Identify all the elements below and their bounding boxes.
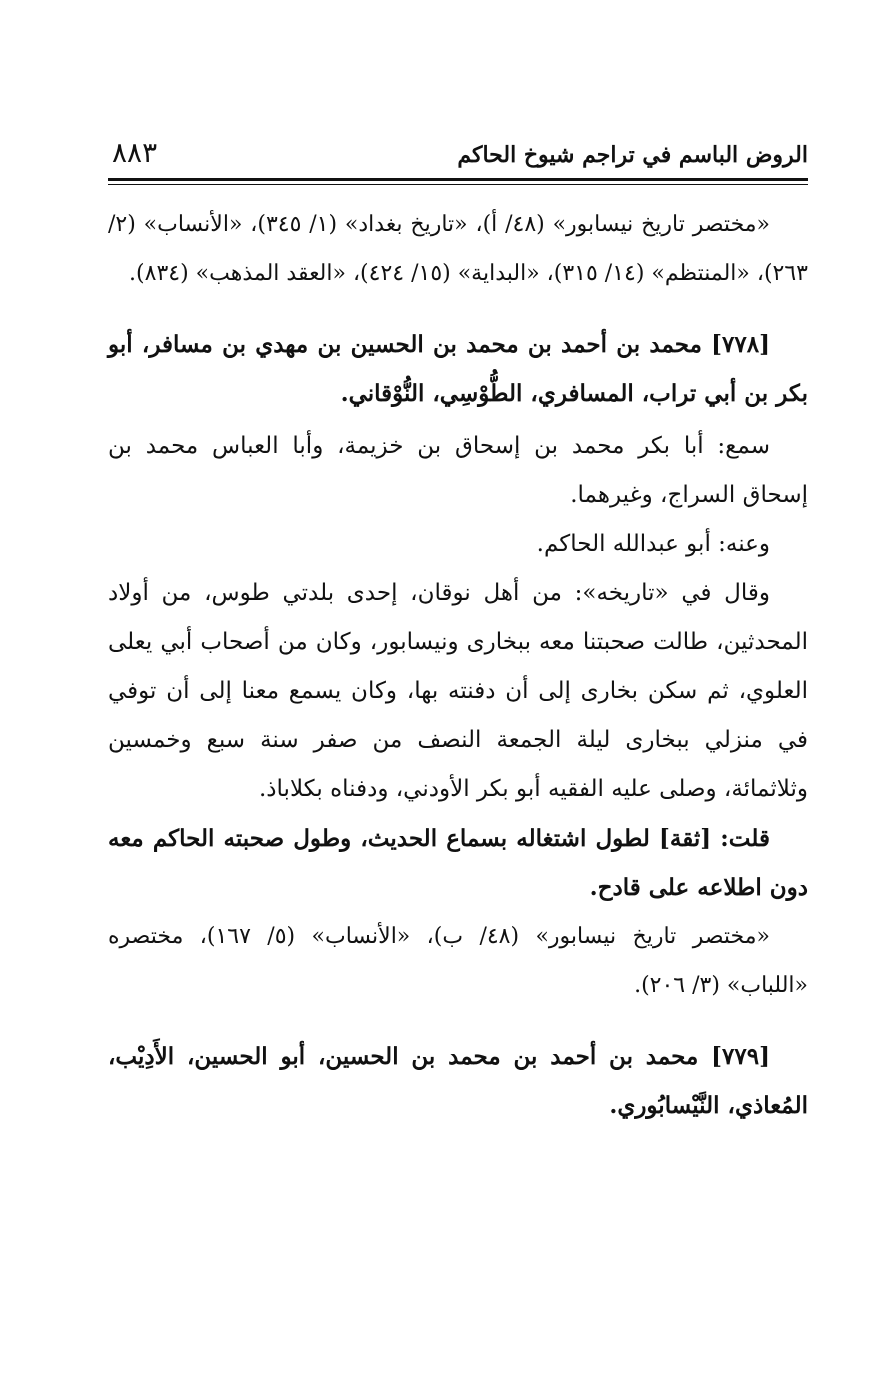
entry-778-sources: «مختصر تاريخ نيسابور» (٤٨/ ب)، «الأنساب» (٥/ ١٦٧)، مختصره «اللباب» (٣/ ٢٠٦). [108, 924, 808, 998]
entry-778-from-him: وعنه: أبو عبدالله الحاكم. [536, 531, 770, 557]
book-title: الروض الباسم في تراجم شيوخ الحاكم [457, 142, 808, 168]
header-rule-thin [108, 184, 808, 185]
entry-778-heard: سمع: أبا بكر محمد بن إسحاق بن خزيمة، وأبا العباس محمد بن إسحاق السراج، وغيرهما. [108, 433, 808, 508]
page-body [108, 200, 808, 1130]
running-header [108, 136, 808, 176]
page-number: ٨٨٣ [112, 136, 158, 169]
entry-779-heading: [٧٧٩] محمد بن أحمد بن محمد بن الحسين، أبو الحسين، الأَدِيْب، المُعاذي، النَّيْسابُوري. [108, 1043, 808, 1119]
entry-separator [108, 1010, 808, 1032]
sources-previous-entry: «مختصر تاريخ نيسابور» (٤٨/ أ)، «تاريخ بغداد» (١/ ٣٤٥)، «الأنساب» (٢/ ٢٦٣)، «المنتظم» (١٤/ ٣١٥)، «البداية» (١٥/ ٤٢٤)، «العقد المذهب» (٨٣٤). [108, 212, 808, 286]
entry-separator [108, 298, 808, 320]
entry-778-verdict: قلت: [ثقة] لطول اشتغاله بسماع الحديث، وطول صحبته الحاكم معه دون اطلاعه على قادح. [108, 825, 808, 901]
header-rule-thick [108, 178, 808, 181]
entry-778-heading: [٧٧٨] محمد بن أحمد بن محمد بن الحسين بن مهدي بن مسافر، أبو بكر بن أبي تراب، المسافري، الطُّوْسِي، النُّوْقاني. [108, 331, 808, 407]
entry-778-said: وقال في «تاريخه»: من أهل نوقان، إحدى بلدتي طوس، من أولاد المحدثين، طالت صحبتنا معه ببخارى ونيسابور، وكان من أصحاب أبي يعلى العلوي، ثم سكن بخارى إلى أن دفنته بها، وكان يسمع معنا إلى أن توفي في منزلي ببخارى ليلة الجمعة النصف من صفر سنة سبع وخمسين وثلاثمائة، وصلى عليه الفقيه أبو بكر الأودني، ودفناه بكلاباذ. [108, 580, 808, 802]
